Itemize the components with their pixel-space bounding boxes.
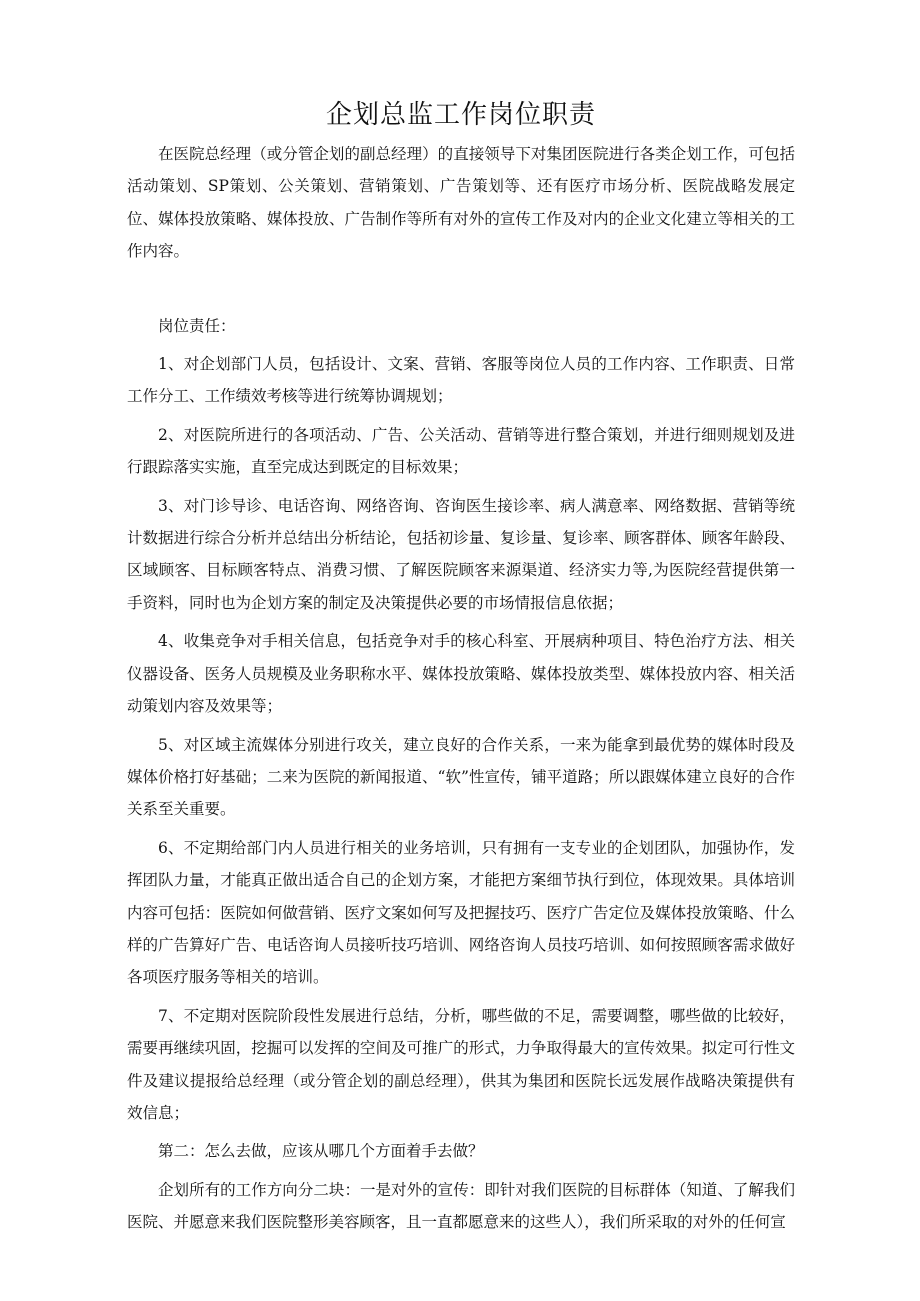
second-heading: 第二：怎么去做，应该从哪几个方面着手去做？ — [158, 1142, 484, 1161]
closing-paragraph: 企划所有的工作方向分二块：一是对外的宣传：即针对我们医院的目标群体（知道、了解我们医院、并愿意来我们医院整形美容顾客，且一直都愿意来的这些人），我们所采取的对外的任何宣 — [127, 1180, 795, 1232]
paragraph-spacer — [127, 268, 795, 310]
duty-item-7: 7、不定期对医院阶段性发展进行总结，分析，哪些做的不足，需要调整，哪些做的比较好，需要再继续巩固，挖掘可以发挥的空间及可推广的形式，力争取得最大的宣传效果。拟定可行性文件及建议提报给总经理（或分管企划的副总经理），供其为集团和医院长远发展作战略决策提供有效信息； — [127, 1006, 795, 1122]
duty-item-4: 4、收集竞争对手相关信息，包括竞争对手的核心科室、开展病种项目、特色治疗方法、相关仪器设备、医务人员规模及业务职称水平、媒体投放策略、媒体投放类型、媒体投放内容、相关活动策划内容及效果等； — [127, 632, 795, 716]
duty-item-6: 6、不定期给部门内人员进行相关的业务培训，只有拥有一支专业的企划团队，加强协作，发挥团队力量，才能真正做出适合自己的企划方案，才能把方案细节执行到位，体现效果。具体培训内容可包括：医院如何做营销、医疗文案如何写及把握技巧、医疗广告定位及媒体投放策略、什么样的广告算好广告、电话咨询人员接听技巧培训、网络咨询人员技巧培训、如何按照顾客需求做好各项医疗服务等相关的培训。 — [127, 838, 795, 987]
section-heading: 岗位责任： — [158, 316, 236, 335]
duty-item-1: 1、对企划部门人员，包括设计、文案、营销、客服等岗位人员的工作内容、工作职责、日常工作分工、工作绩效考核等进行统筹协调规划； — [127, 355, 795, 406]
intro-paragraph: 在医院总经理（或分管企划的副总经理）的直接领导下对集团医院进行各类企划工作，可包括活动策划、SP策划、公关策划、营销策划、广告策划等、还有医疗市场分析、医院战略发展定位、媒体投放策略、媒体投放、广告制作等所有对外的宣传工作及对内的企业文化建立等相关的工作内容。 — [127, 145, 795, 261]
document-page — [127, 96, 795, 1239]
document-title: 企划总监工作岗位职责 — [325, 100, 596, 130]
duty-item-2: 2、对医院所进行的各项活动、广告、公关活动、营销等进行整合策划，并进行细则规划及进行跟踪落实实施，直至完成达到既定的目标效果； — [127, 425, 795, 477]
duty-item-3: 3、对门诊导诊、电话咨询、网络咨询、咨询医生接诊率、病人满意率、网络数据、营销等统计数据进行综合分析并总结出分析结论，包括初诊量、复诊量、复诊率、顾客群体、顾客年龄段、区域顾客、目标顾客特点、消费习惯、了解医院顾客来源渠道、经济实力等,为医院经营提供第一手资料，同时也为企划方案的制定及决策提供必要的市场情报信息依据； — [127, 496, 795, 612]
duty-item-5: 5、对区域主流媒体分别进行攻关，建立良好的合作关系，一来为能拿到最优势的媒体时段及媒体价格打好基础；二来为医院的新闻报道、“软”性宣传，铺平道路；所以跟媒体建立良好的合作关系至关重要。 — [127, 735, 795, 819]
